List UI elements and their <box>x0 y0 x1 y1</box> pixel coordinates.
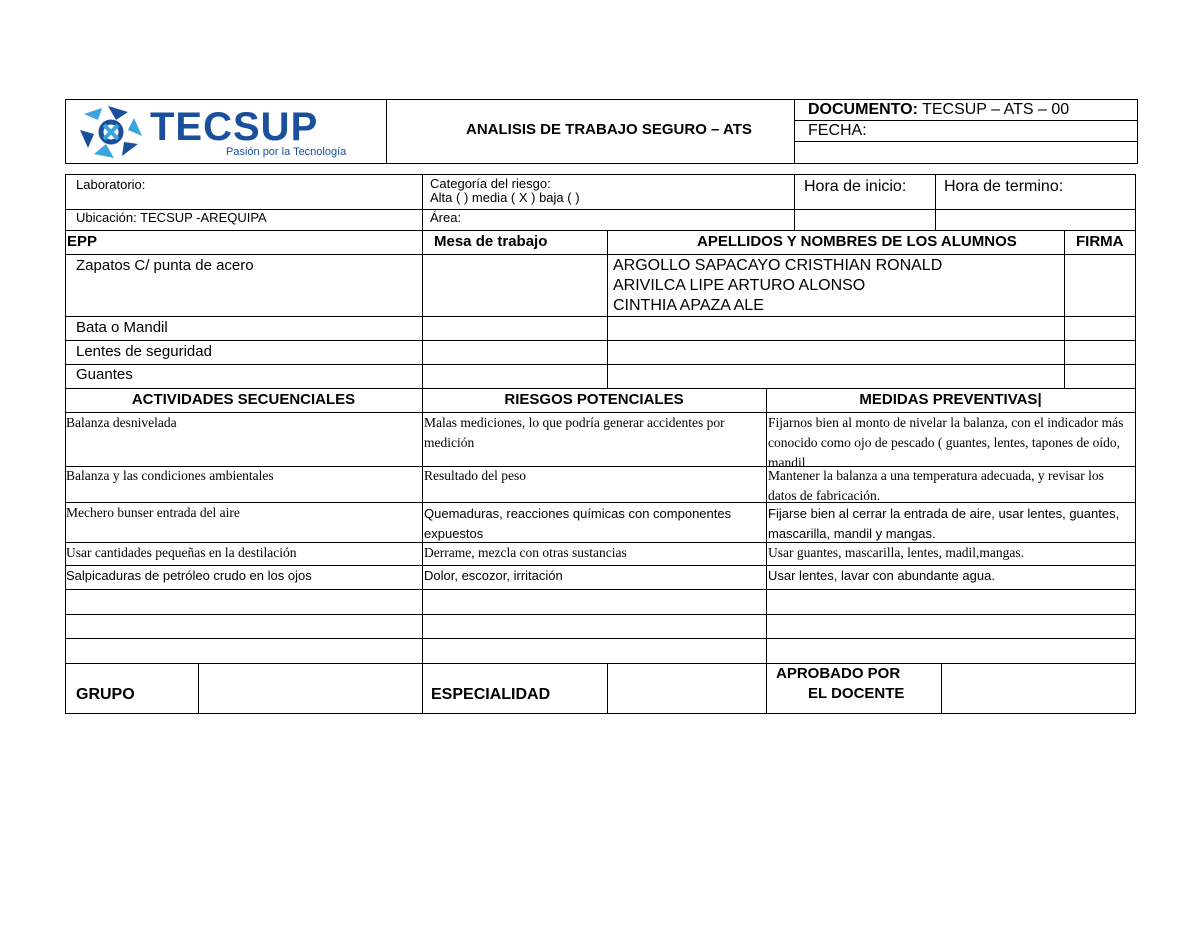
grupo-label: GRUPO <box>76 686 135 703</box>
documento-label: DOCUMENTO: <box>808 101 918 118</box>
actividad-cell: Balanza desnivelada <box>66 415 177 430</box>
alumno-name: ARGOLLO SAPACAYO CRISTHIAN RONALD <box>613 257 943 274</box>
riesgo-cell: Dolor, escozor, irritación <box>424 568 563 583</box>
especialidad-label: ESPECIALIDAD <box>431 686 551 703</box>
fecha-label: FECHA: <box>808 122 867 139</box>
medida-cell: Mantener la balanza a una temperatura adecuada, y revisar los datos de fabricación. <box>768 468 1104 503</box>
hora-termino-label: Hora de termino: <box>944 178 1064 195</box>
col-medidas: MEDIDAS PREVENTIVAS| <box>859 391 1042 408</box>
riesgo-cell: Quemaduras, reacciones químicas con componentes expuestos <box>424 506 732 541</box>
medida-cell: Usar lentes, lavar con abundante agua. <box>768 568 995 583</box>
tecsup-logo <box>78 104 358 160</box>
documento-value: TECSUP – ATS – 00 <box>917 101 1070 118</box>
hora-inicio-label: Hora de inicio: <box>804 178 907 195</box>
riesgo-cell: Derrame, mezcla con otras sustancias <box>424 545 627 560</box>
area-label: Área: <box>430 210 462 225</box>
logo-tagline: Pasión por la Tecnología <box>226 146 347 158</box>
actividad-cell: Salpicaduras de petróleo crudo en los ojos <box>66 568 312 583</box>
logo-brand: TECSUP <box>150 105 319 149</box>
actividad-cell: Mechero bunser entrada del aire <box>66 505 240 520</box>
alumno-name: ARIVILCA LIPE ARTURO ALONSO <box>613 277 866 294</box>
epp-header: EPP <box>67 233 98 250</box>
mesa-header: Mesa de trabajo <box>434 233 548 250</box>
laboratorio-label: Laboratorio: <box>76 177 146 192</box>
riesgo-cell: Resultado del peso <box>424 468 526 483</box>
actividad-cell: Balanza y las condiciones ambientales <box>66 468 274 483</box>
col-actividades: ACTIVIDADES SECUENCIALES <box>131 391 356 408</box>
categoria-label: Categoría del riesgo: <box>430 176 551 191</box>
epp-item: Lentes de seguridad <box>76 343 212 360</box>
medida-cell: Usar guantes, mascarilla, lentes, madil,mangas. <box>768 545 1025 560</box>
tecsup-swirl-icon <box>78 104 148 160</box>
epp-item: Guantes <box>76 366 133 383</box>
document-title: ANALISIS DE TRABAJO SEGURO – ATS <box>466 121 752 138</box>
documento-line <box>808 101 1069 119</box>
col-riesgos: RIESGOS POTENCIALES <box>504 391 684 408</box>
alumnos-header: APELLIDOS Y NOMBRES DE LOS ALUMNOS <box>697 233 1017 250</box>
epp-item: Zapatos C/ punta de acero <box>76 257 254 274</box>
riesgo-cell: Malas mediciones, lo que podría generar accidentes por medición <box>424 415 725 450</box>
firma-header: FIRMA <box>1076 233 1124 250</box>
actividad-cell: Usar cantidades pequeñas en la destilación <box>66 545 297 560</box>
aprobado-line1: APROBADO POR <box>776 665 901 682</box>
alumno-name: CINTHIA APAZA ALE <box>613 297 764 314</box>
categoria-options: Alta ( ) media ( X ) baja ( ) <box>430 190 580 205</box>
aprobado-line2: EL DOCENTE <box>808 685 905 702</box>
medida-cell: Fijarse bien al cerrar la entrada de aire, usar lentes, guantes, mascarilla, mandil y mangas. <box>768 506 1120 541</box>
epp-item: Bata o Mandil <box>76 319 168 336</box>
medida-cell: Fijarnos bien al monto de nivelar la balanza, con el indicador más conocido como ojo de pescado ( guantes, lentes, tapones de oído, mandil <box>768 415 1124 470</box>
ubicacion-text: Ubicación: TECSUP -AREQUIPA <box>76 210 267 225</box>
